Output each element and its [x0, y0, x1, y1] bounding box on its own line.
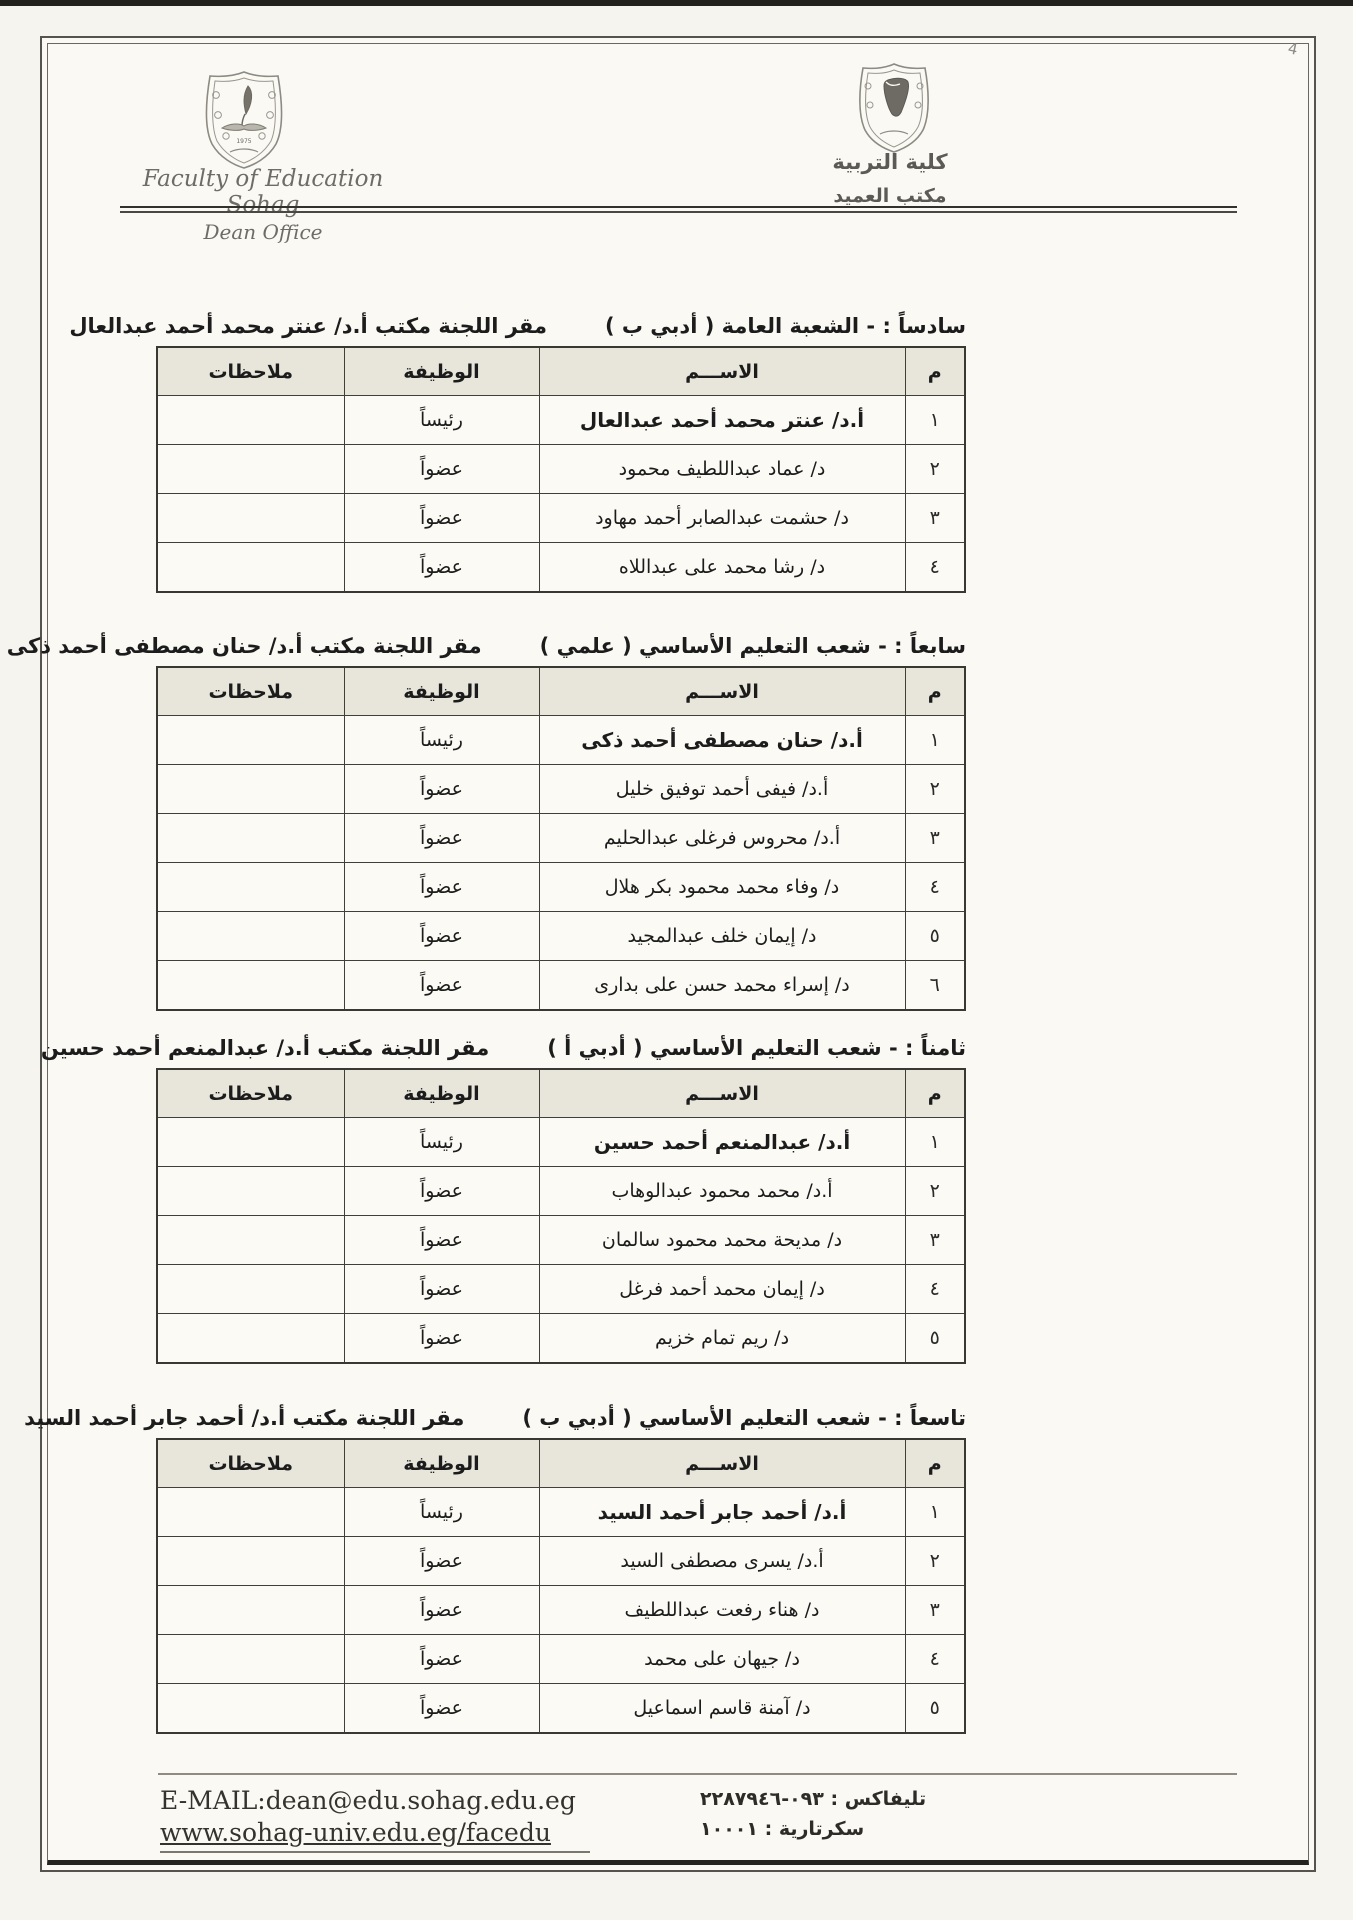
table-row — [157, 1216, 965, 1265]
section-title — [69, 298, 966, 338]
member-name: أ.د/ حنان مصطفى أحمد ذكى — [539, 716, 905, 765]
col-header-no: م — [905, 667, 965, 716]
telefax-number: ٠٩٣-٢٢٨٧٩٤٦ — [700, 1788, 824, 1810]
section-title-location: مقر اللجنة مكتب أ.د/ عبدالمنعم أحمد حسين — [40, 1036, 490, 1060]
col-header-no: م — [905, 1069, 965, 1118]
row-number: ٤ — [905, 543, 965, 593]
row-number: ٤ — [905, 1635, 965, 1684]
row-number: ٥ — [905, 1314, 965, 1364]
member-name: د/ إسراء محمد حسن على بدارى — [539, 961, 905, 1011]
table-row — [157, 1586, 965, 1635]
table-row — [157, 1488, 965, 1537]
member-name: د/ مديحة محمد محمود سالمان — [539, 1216, 905, 1265]
footer-contact-web — [160, 1786, 640, 1853]
table-row — [157, 765, 965, 814]
col-header-position: الوظيفة — [344, 347, 539, 396]
table-header-row — [157, 667, 965, 716]
member-notes — [157, 1265, 344, 1314]
member-name: د/ حشمت عبدالصابر أحمد مهاود — [539, 494, 905, 543]
table-row — [157, 494, 965, 543]
row-number: ٣ — [905, 494, 965, 543]
member-notes — [157, 1586, 344, 1635]
col-header-notes: ملاحظات — [157, 347, 344, 396]
member-name: د/ جيهان على محمد — [539, 1635, 905, 1684]
section-title-main: سابعاً : - شعب التعليم الأساسي ( علمي ) — [539, 634, 966, 658]
committee-table — [156, 346, 966, 593]
row-number: ٦ — [905, 961, 965, 1011]
member-name: أ.د/ يسرى مصطفى السيد — [539, 1537, 905, 1586]
section-title-location: مقر اللجنة مكتب أ.د/ حنان مصطفى أحمد ذكى — [6, 634, 482, 658]
member-position: عضواً — [344, 445, 539, 494]
footer-contact-phone — [700, 1788, 1237, 1848]
faculty-name-arabic-line1: كلية التربية — [832, 150, 948, 174]
section-title-main: ثامناً : - شعب التعليم الأساسي ( أدبي أ ) — [547, 1036, 966, 1060]
table-row — [157, 863, 965, 912]
university-crest-icon — [850, 62, 938, 158]
col-header-position: الوظيفة — [344, 1069, 539, 1118]
table-row — [157, 1314, 965, 1364]
email-address: E-MAIL:dean@edu.sohag.edu.eg — [160, 1786, 576, 1815]
member-notes — [157, 1167, 344, 1216]
table-header-row — [157, 1069, 965, 1118]
member-position: عضواً — [344, 1537, 539, 1586]
member-position: رئيساً — [344, 396, 539, 445]
section-sixth-general-division — [69, 298, 966, 593]
member-position: عضواً — [344, 1635, 539, 1684]
member-position: عضواً — [344, 1265, 539, 1314]
secretary-line — [700, 1818, 1237, 1840]
member-position: عضواً — [344, 1216, 539, 1265]
table-row — [157, 1167, 965, 1216]
member-notes — [157, 863, 344, 912]
member-name: د/ ريم تمام خزيم — [539, 1314, 905, 1364]
row-number: ٥ — [905, 1684, 965, 1734]
member-name: أ.د/ محمد محمود عبدالوهاب — [539, 1167, 905, 1216]
section-title — [6, 618, 966, 658]
member-notes — [157, 543, 344, 593]
website-url: www.sohag-univ.edu.eg/facedu — [160, 1818, 551, 1847]
member-notes — [157, 1684, 344, 1734]
member-position: عضواً — [344, 1684, 539, 1734]
faculty-name-english — [118, 166, 408, 244]
section-ninth-basic-education-literary-b — [24, 1390, 966, 1734]
row-number: ٥ — [905, 912, 965, 961]
table-row — [157, 445, 965, 494]
dean-office-line: Dean Office — [203, 220, 323, 244]
faculty-name-line1: Faculty of Education Sohag — [142, 166, 384, 218]
member-name: د/ هناء رفعت عبداللطيف — [539, 1586, 905, 1635]
member-notes — [157, 1537, 344, 1586]
table-header-row — [157, 1439, 965, 1488]
scan-edge-artifact — [0, 0, 1353, 6]
table-row — [157, 716, 965, 765]
row-number: ٢ — [905, 1537, 965, 1586]
member-position: رئيساً — [344, 716, 539, 765]
member-position: عضواً — [344, 1586, 539, 1635]
footer-divider — [158, 1773, 1237, 1775]
table-row — [157, 543, 965, 593]
section-title-main: سادساً : - الشعبة العامة ( أدبي ب ) — [604, 314, 966, 338]
row-number: ٢ — [905, 445, 965, 494]
member-notes — [157, 396, 344, 445]
member-notes — [157, 912, 344, 961]
member-notes — [157, 961, 344, 1011]
member-position: عضواً — [344, 765, 539, 814]
col-header-name: الاســـم — [539, 1069, 905, 1118]
row-number: ١ — [905, 396, 965, 445]
member-position: عضواً — [344, 863, 539, 912]
member-name: د/ رشا محمد على عبداللاه — [539, 543, 905, 593]
table-header-row — [157, 347, 965, 396]
member-position: عضواً — [344, 814, 539, 863]
col-header-name: الاســـم — [539, 1439, 905, 1488]
col-header-notes: ملاحظات — [157, 667, 344, 716]
table-row — [157, 396, 965, 445]
scan-corner-mark: 4 — [1286, 39, 1300, 59]
member-name: أ.د/ عبدالمنعم أحمد حسين — [539, 1118, 905, 1167]
member-name: أ.د/ عنتر محمد أحمد عبدالعال — [539, 396, 905, 445]
section-seventh-basic-education-scientific — [6, 618, 966, 1011]
committee-table — [156, 1438, 966, 1734]
telefax-line — [700, 1788, 1237, 1810]
member-name: أ.د/ محروس فرغلى عبدالحليم — [539, 814, 905, 863]
member-notes — [157, 765, 344, 814]
member-position: عضواً — [344, 543, 539, 593]
row-number: ٣ — [905, 814, 965, 863]
member-position: عضواً — [344, 494, 539, 543]
committee-table — [156, 1068, 966, 1364]
faculty-name-arabic — [810, 150, 970, 207]
member-name: د/ وفاء محمد محمود بكر هلال — [539, 863, 905, 912]
section-title-main: تاسعاً : - شعب التعليم الأساسي ( أدبي ب ) — [522, 1406, 966, 1430]
table-row — [157, 1265, 965, 1314]
member-notes — [157, 494, 344, 543]
header-divider — [120, 206, 1237, 213]
member-notes — [157, 814, 344, 863]
section-title-location: مقر اللجنة مكتب أ.د/ عنتر محمد أحمد عبدالعال — [69, 314, 547, 338]
table-row — [157, 1537, 965, 1586]
crest-year-text: 1975 — [236, 138, 252, 145]
row-number: ٣ — [905, 1586, 965, 1635]
table-row — [157, 912, 965, 961]
member-notes — [157, 1635, 344, 1684]
row-number: ٣ — [905, 1216, 965, 1265]
row-number: ١ — [905, 716, 965, 765]
row-number: ١ — [905, 1118, 965, 1167]
col-header-no: م — [905, 1439, 965, 1488]
row-number: ٢ — [905, 1167, 965, 1216]
section-title-location: مقر اللجنة مكتب أ.د/ أحمد جابر أحمد السيد — [24, 1406, 465, 1430]
member-name: أ.د/ فيفى أحمد توفيق خليل — [539, 765, 905, 814]
table-row — [157, 814, 965, 863]
committee-table — [156, 666, 966, 1011]
row-number: ٤ — [905, 1265, 965, 1314]
member-notes — [157, 1488, 344, 1537]
member-name: د/ إيمان خلف عبدالمجيد — [539, 912, 905, 961]
section-eighth-basic-education-literary-a — [40, 1020, 966, 1364]
col-header-position: الوظيفة — [344, 1439, 539, 1488]
table-row — [157, 961, 965, 1011]
member-position: عضواً — [344, 1167, 539, 1216]
member-name: أ.د/ أحمد جابر أحمد السيد — [539, 1488, 905, 1537]
col-header-notes: ملاحظات — [157, 1439, 344, 1488]
col-header-position: الوظيفة — [344, 667, 539, 716]
member-position: عضواً — [344, 961, 539, 1011]
table-row — [157, 1684, 965, 1734]
col-header-name: الاســـم — [539, 347, 905, 396]
row-number: ١ — [905, 1488, 965, 1537]
member-notes — [157, 1118, 344, 1167]
member-position: عضواً — [344, 912, 539, 961]
table-row — [157, 1118, 965, 1167]
row-number: ٢ — [905, 765, 965, 814]
faculty-crest-icon — [196, 70, 292, 174]
member-position: رئيساً — [344, 1488, 539, 1537]
member-position: رئيساً — [344, 1118, 539, 1167]
table-row — [157, 1635, 965, 1684]
member-notes — [157, 1314, 344, 1364]
secretary-label: سكرتارية : — [764, 1818, 865, 1840]
member-notes — [157, 445, 344, 494]
member-name: د/ إيمان محمد أحمد فرغل — [539, 1265, 905, 1314]
row-number: ٤ — [905, 863, 965, 912]
dean-office-arabic-line: مكتب العميد — [833, 185, 947, 207]
member-notes — [157, 1216, 344, 1265]
telefax-label: تليفاكس : — [830, 1788, 927, 1810]
member-name: د/ آمنة قاسم اسماعيل — [539, 1684, 905, 1734]
member-position: عضواً — [344, 1314, 539, 1364]
footer-underline — [160, 1851, 590, 1853]
col-header-notes: ملاحظات — [157, 1069, 344, 1118]
section-title — [24, 1390, 966, 1430]
member-notes — [157, 716, 344, 765]
col-header-no: م — [905, 347, 965, 396]
section-title — [40, 1020, 966, 1060]
col-header-name: الاســـم — [539, 667, 905, 716]
member-name: د/ عماد عبداللطيف محمود — [539, 445, 905, 494]
secretary-number: ١٠٠٠١ — [700, 1818, 758, 1840]
